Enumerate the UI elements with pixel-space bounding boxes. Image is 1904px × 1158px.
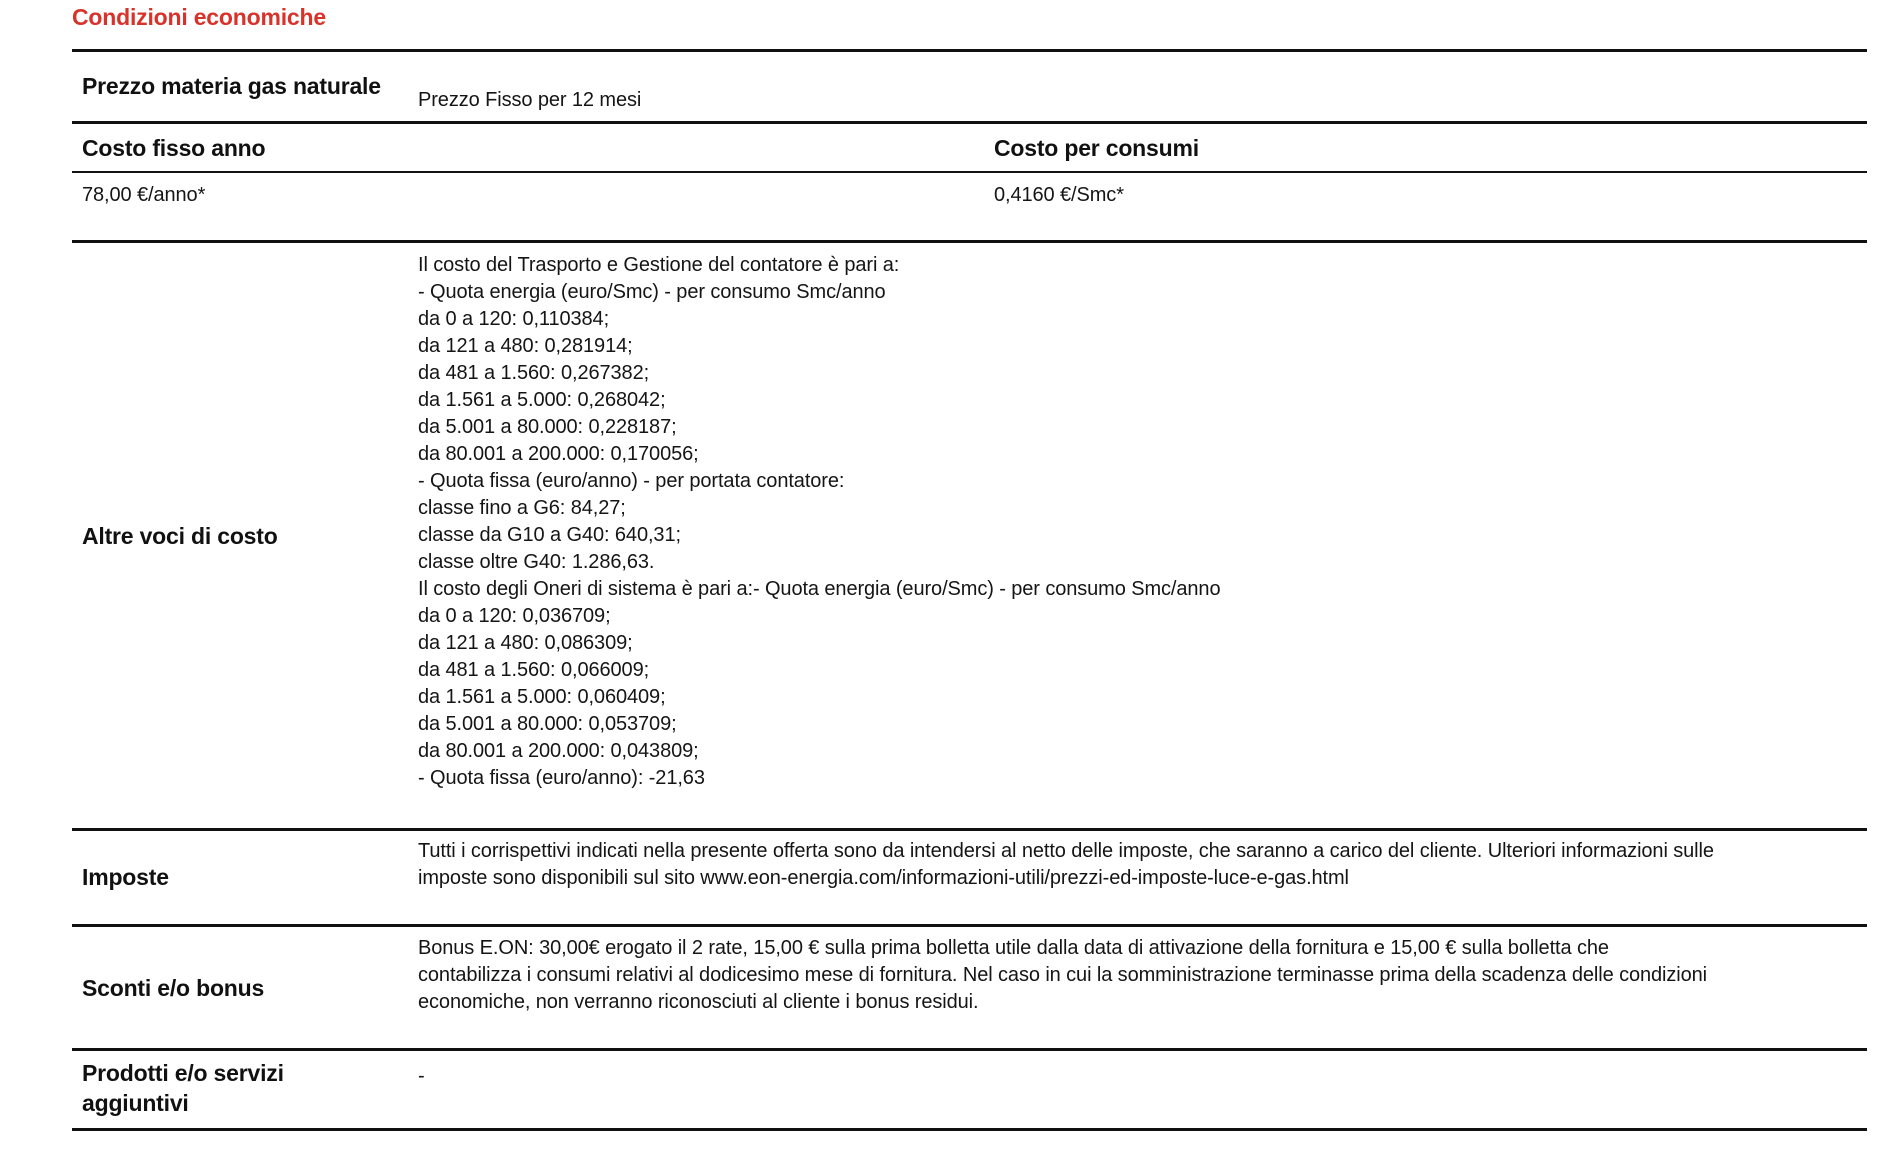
- taxes-details: [418, 838, 1714, 892]
- divider: [72, 828, 1867, 831]
- other-costs-line: da 1.561 a 5.000: 0,268042;: [418, 389, 666, 411]
- other-costs-line: da 1.561 a 5.000: 0,060409;: [418, 686, 666, 708]
- discounts-label: Sconti e/o bonus: [82, 975, 265, 1001]
- discounts-line: economiche, non verranno riconosciuti al cliente i bonus residui.: [418, 991, 979, 1013]
- divider: [72, 240, 1867, 243]
- other-costs-line: - Quota fissa (euro/anno): -21,63: [418, 767, 705, 789]
- additional-services-label: Prodotti e/o servizi aggiuntivi: [82, 1060, 284, 1116]
- other-costs-line: Il costo del Trasporto e Gestione del contatore è pari a:: [418, 254, 900, 276]
- fixed-cost-value: 78,00 €/anno*: [82, 184, 206, 206]
- taxes-line: Tutti i corrispettivi indicati nella presente offerta sono da intendersi al netto delle imposte, che saranno a carico del cliente. Ulteriori informazioni sulle: [418, 840, 1714, 862]
- discounts-details: [418, 935, 1707, 1016]
- other-costs-label: Altre voci di costo: [82, 523, 278, 549]
- gas-price-label: Prezzo materia gas naturale: [82, 73, 381, 99]
- discounts-line: Bonus E.ON: 30,00€ erogato il 2 rate, 15,00 € sulla prima bolletta utile dalla data di attivazione della fornitura e 15,00 € sulla bolletta che: [418, 937, 1609, 959]
- taxes-line: imposte sono disponibili sul sito www.eon-energia.com/informazioni-utili/prezzi-ed-imposte-luce-e-gas.html: [418, 867, 1349, 889]
- other-costs-line: da 80.001 a 200.000: 0,043809;: [418, 740, 699, 762]
- additional-services-value: -: [418, 1065, 425, 1087]
- divider: [72, 171, 1867, 173]
- other-costs-line: Il costo degli Oneri di sistema è pari a:- Quota energia (euro/Smc) - per consumo Smc/anno: [418, 578, 1221, 600]
- other-costs-line: da 481 a 1.560: 0,066009;: [418, 659, 650, 681]
- gas-price-value: Prezzo Fisso per 12 mesi: [418, 89, 642, 111]
- other-costs-details: [418, 252, 1220, 792]
- other-costs-line: da 5.001 a 80.000: 0,228187;: [418, 416, 677, 438]
- other-costs-line: classe fino a G6: 84,27;: [418, 497, 626, 519]
- other-costs-line: classe oltre G40: 1.286,63.: [418, 551, 655, 573]
- taxes-label: Imposte: [82, 864, 169, 890]
- other-costs-line: - Quota fissa (euro/anno) - per portata contatore:: [418, 470, 845, 492]
- divider: [72, 1128, 1867, 1131]
- other-costs-line: da 121 a 480: 0,281914;: [418, 335, 633, 357]
- other-costs-line: da 0 a 120: 0,110384;: [418, 308, 610, 330]
- divider: [72, 49, 1867, 52]
- section-title: Condizioni economiche: [72, 4, 326, 30]
- other-costs-line: classe da G10 a G40: 640,31;: [418, 524, 681, 546]
- other-costs-line: da 121 a 480: 0,086309;: [418, 632, 633, 654]
- other-costs-line: da 5.001 a 80.000: 0,053709;: [418, 713, 677, 735]
- consumption-cost-value: 0,4160 €/Smc*: [994, 184, 1124, 206]
- other-costs-line: da 0 a 120: 0,036709;: [418, 605, 611, 627]
- other-costs-line: da 481 a 1.560: 0,267382;: [418, 362, 650, 384]
- divider: [72, 1048, 1867, 1051]
- consumption-cost-header: Costo per consumi: [994, 135, 1199, 161]
- other-costs-line: - Quota energia (euro/Smc) - per consumo Smc/anno: [418, 281, 886, 303]
- other-costs-line: da 80.001 a 200.000: 0,170056;: [418, 443, 699, 465]
- divider: [72, 924, 1867, 927]
- divider: [72, 121, 1867, 124]
- discounts-line: contabilizza i consumi relativi al dodicesimo mese di fornitura. Nel caso in cui la somministrazione terminasse prima della scadenza delle condizioni: [418, 964, 1708, 986]
- fixed-cost-header: Costo fisso anno: [82, 135, 266, 161]
